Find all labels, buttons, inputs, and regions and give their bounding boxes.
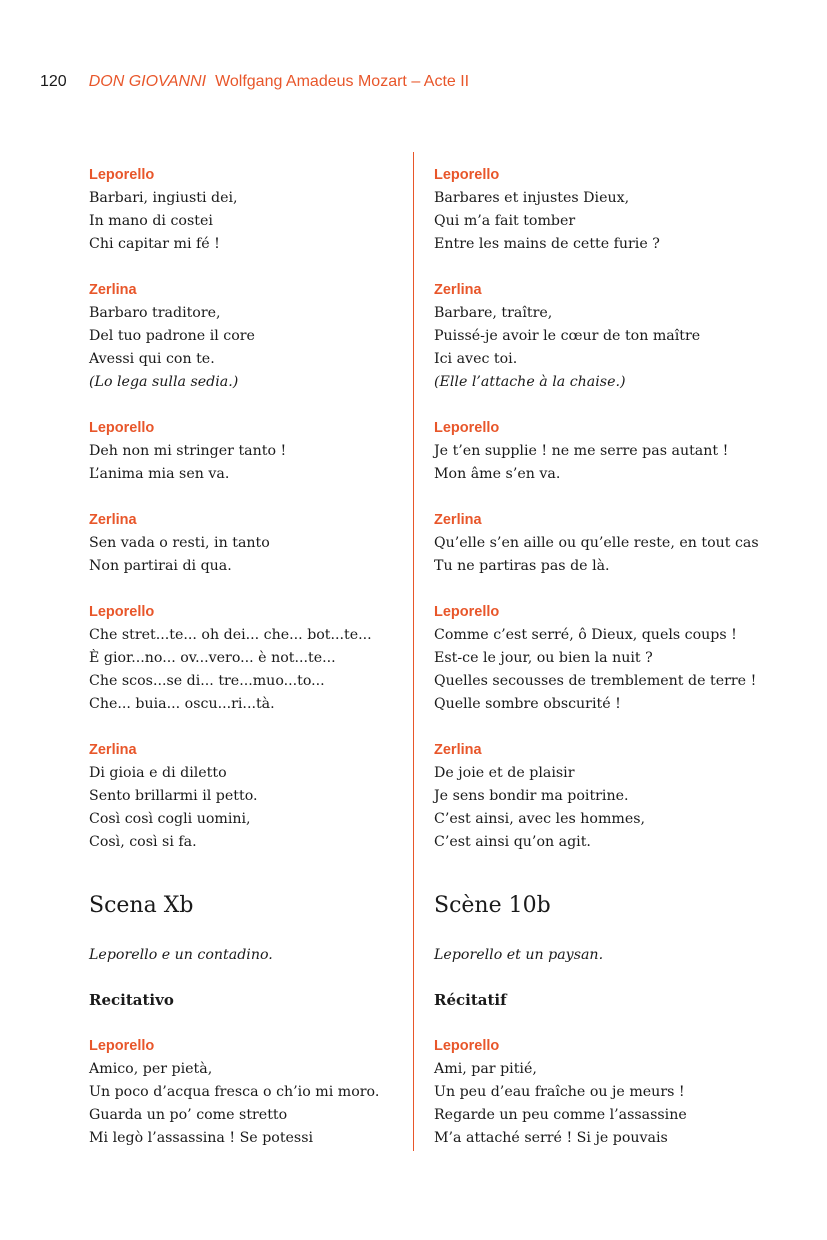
verse-line: Così, così si fa. [89, 834, 197, 850]
verse-line: Che... buia... oscu...ri...tà. [89, 696, 275, 712]
verse-line: Quelle sombre obscurité ! [434, 696, 621, 712]
verse-line: Barbari, ingiusti dei, [89, 190, 238, 206]
dialogue-block [89, 417, 409, 486]
opera-title: DON GIOVANNI [88, 73, 207, 90]
page-number: 120 [40, 73, 67, 90]
verse-line: Quelles secousses de tremblement de terre ! [434, 673, 757, 689]
dialogue-block [434, 279, 779, 394]
dialogue-block [89, 509, 409, 578]
verse-line: Entre les mains de cette furie ? [434, 236, 660, 252]
dialogue-block [89, 601, 409, 716]
speaker-name: Leporello [434, 604, 500, 620]
verse-line: Così così cogli uomini, [89, 811, 251, 827]
speaker-name: Leporello [434, 167, 500, 183]
speaker-name: Zerlina [89, 512, 137, 528]
verse-line: Barbares et injustes Dieux, [434, 190, 630, 206]
dialogue-block [89, 739, 409, 854]
speaker-name: Zerlina [89, 282, 137, 298]
verse-line: Deh non mi stringer tanto ! [89, 443, 287, 459]
verse-line: Ami, par pitié, [434, 1061, 537, 1077]
dialogue-block [434, 164, 779, 256]
speaker-name: Leporello [434, 420, 500, 436]
verse-line: Un peu d’eau fraîche ou je meurs ! [434, 1084, 685, 1100]
scene-description: Leporello et un paysan. [434, 947, 604, 963]
dialogue-block [434, 1035, 779, 1150]
verse-line: Non partirai di qua. [89, 558, 232, 574]
verse-line: Mon âme s’en va. [434, 466, 561, 482]
verse-line: Sen vada o resti, in tanto [89, 535, 270, 551]
speaker-name: Zerlina [434, 742, 482, 758]
verse-line: Barbare, traître, [434, 305, 553, 321]
dialogue-block [89, 164, 409, 256]
verse-line: Est-ce le jour, ou bien la nuit ? [434, 650, 653, 666]
verse-line: In mano di costei [89, 213, 213, 229]
dialogue-block [434, 509, 779, 578]
verse-line: Barbaro traditore, [89, 305, 221, 321]
speaker-name: Zerlina [89, 742, 137, 758]
column-divider [413, 152, 414, 1151]
verse-line: C’est ainsi qu’on agit. [434, 834, 591, 850]
verse-line: Puissé-je avoir le cœur de ton maître [434, 328, 701, 344]
dialogue-block [89, 279, 409, 394]
italian-column [89, 164, 409, 1173]
speaker-name: Leporello [89, 420, 155, 436]
verse-line: Del tuo padrone il core [89, 328, 255, 344]
verse-line: Je t’en supplie ! ne me serre pas autant ! [434, 443, 729, 459]
speaker-name: Leporello [89, 604, 155, 620]
header-subtitle: Wolfgang Amadeus Mozart – Acte II [215, 73, 470, 90]
speaker-name: Leporello [89, 1038, 155, 1054]
verse-line: Avessi qui con te. [89, 351, 215, 367]
verse-line: Amico, per pietà, [89, 1061, 213, 1077]
scene-description: Leporello e un contadino. [89, 947, 273, 963]
verse-line: Qu’elle s’en aille ou qu’elle reste, en tout cas [434, 535, 759, 551]
verse-line: Je sens bondir ma poitrine. [434, 788, 629, 804]
verse-line: Comme c’est serré, ô Dieux, quels coups ! [434, 627, 737, 643]
scene-title: Scène 10b [434, 893, 551, 918]
verse-line: Un poco d’acqua fresca o ch’io mi moro. [89, 1084, 380, 1100]
dialogue-block [434, 417, 779, 486]
verse-line: È gior...no... ov...vero... è not...te... [89, 650, 336, 666]
stage-direction: (Elle l’attache à la chaise.) [434, 374, 626, 390]
recitative-heading: Récitatif [434, 991, 507, 1009]
speaker-name: Leporello [89, 167, 155, 183]
verse-line: M’a attaché serré ! Si je pouvais [434, 1130, 668, 1146]
verse-line: Ici avec toi. [434, 351, 518, 367]
verse-line: L’anima mia sen va. [89, 466, 230, 482]
dialogue-block [89, 1035, 409, 1150]
dialogue-block [434, 601, 779, 716]
verse-line: Chi capitar mi fé ! [89, 236, 220, 252]
speaker-name: Leporello [434, 1038, 500, 1054]
recitative-heading: Recitativo [89, 991, 174, 1009]
verse-line: Tu ne partiras pas de là. [434, 558, 610, 574]
verse-line: Sento brillarmi il petto. [89, 788, 258, 804]
verse-line: Regarde un peu comme l’assassine [434, 1107, 687, 1123]
speaker-name: Zerlina [434, 512, 482, 528]
verse-line: Di gioia e di diletto [89, 765, 227, 781]
running-header [40, 73, 469, 91]
scene-title: Scena Xb [89, 893, 194, 918]
french-column [434, 164, 779, 1173]
verse-line: Che stret...te... oh dei... che... bot...te... [89, 627, 372, 643]
dialogue-block [434, 739, 779, 854]
verse-line: C’est ainsi, avec les hommes, [434, 811, 646, 827]
verse-line: De joie et de plaisir [434, 765, 575, 781]
verse-line: Guarda un po’ come stretto [89, 1107, 288, 1123]
speaker-name: Zerlina [434, 282, 482, 298]
verse-line: Mi legò l’assassina ! Se potessi [89, 1130, 314, 1146]
verse-line: Qui m’a fait tomber [434, 213, 576, 229]
stage-direction: (Lo lega sulla sedia.) [89, 374, 239, 390]
verse-line: Che scos...se di... tre...muo...to... [89, 673, 325, 689]
